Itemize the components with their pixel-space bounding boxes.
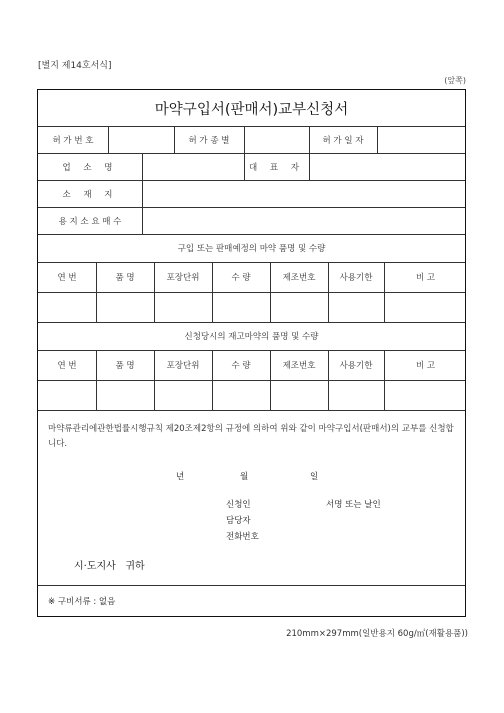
address-field[interactable] xyxy=(143,180,467,207)
date-month: 월 xyxy=(240,472,249,482)
application-form xyxy=(37,89,466,617)
form-title: 마약구입서(판매서)교부신청서 xyxy=(154,101,349,118)
divider xyxy=(38,410,465,411)
inventory-entry-row[interactable] xyxy=(38,380,467,410)
section-inventory-title: 신청당시의 재고마약의 품명 및 수량 xyxy=(184,332,319,342)
business-name-field[interactable] xyxy=(143,153,244,180)
permit-type-field[interactable] xyxy=(245,126,309,153)
representative-field[interactable] xyxy=(310,153,467,180)
permit-number-field[interactable] xyxy=(109,126,174,153)
section-purchase-title: 구입 또는 판매예정의 마약 품명 및 수량 xyxy=(177,244,326,254)
page-side-label: (앞쪽) xyxy=(444,76,466,85)
manager-label: 담당자 xyxy=(226,516,251,526)
column-header: 비 고 xyxy=(415,361,436,371)
permit-date-field[interactable] xyxy=(378,126,467,153)
recipient-line: 시·도지사 귀하 xyxy=(74,561,145,572)
column-header: 품 명 xyxy=(115,273,135,283)
form-number: [별지 제14호서식] xyxy=(38,61,112,71)
column-header: 연 번 xyxy=(57,361,77,371)
column-header: 포장단위 xyxy=(166,273,200,283)
column-header: 제조번호 xyxy=(282,273,316,283)
permit-number-label: 허 가 번 호 xyxy=(52,135,94,146)
purchase-entry-row[interactable] xyxy=(38,292,467,322)
column-header: 제조번호 xyxy=(282,361,316,371)
signature-label: 서명 또는 날인 xyxy=(326,500,381,510)
column-header: 연 번 xyxy=(57,273,77,283)
column-header: 비 고 xyxy=(415,273,436,283)
attachments-note: ※ 구비서류 : 없음 xyxy=(48,597,116,607)
phone-label: 전화번호 xyxy=(226,532,259,542)
column-header: 품 명 xyxy=(115,361,135,371)
column-header: 수 량 xyxy=(231,273,251,283)
column-header: 사용기한 xyxy=(339,273,373,283)
permit-date-label: 허 가 일 자 xyxy=(322,135,364,146)
paper-spec: 210mm×297mm(일반용지 60g/㎡(재활용품)) xyxy=(286,629,468,639)
sheets-required-field[interactable] xyxy=(143,207,467,234)
permit-type-label: 허 가 종 별 xyxy=(188,135,230,146)
divider xyxy=(38,585,465,586)
application-statement: 마약류관리에관한법률시행규칙 제20조제2항의 규정에 의하여 위와 같이 마약구입서(판매서)의 교부를 신청합니다. xyxy=(48,424,454,449)
column-header: 수 량 xyxy=(231,361,251,371)
column-header: 사용기한 xyxy=(339,361,373,371)
sheets-required-label: 용 지 소 요 매 수 xyxy=(58,216,122,227)
date-year: 년 xyxy=(176,472,185,482)
applicant-label: 신청인 xyxy=(226,500,251,510)
column-header: 포장단위 xyxy=(166,361,200,371)
address-label: 소 재 지 xyxy=(62,189,118,200)
business-name-label: 업 소 명 xyxy=(62,162,118,173)
representative-label: 대 표 자 xyxy=(248,162,305,173)
date-day: 일 xyxy=(310,472,319,482)
